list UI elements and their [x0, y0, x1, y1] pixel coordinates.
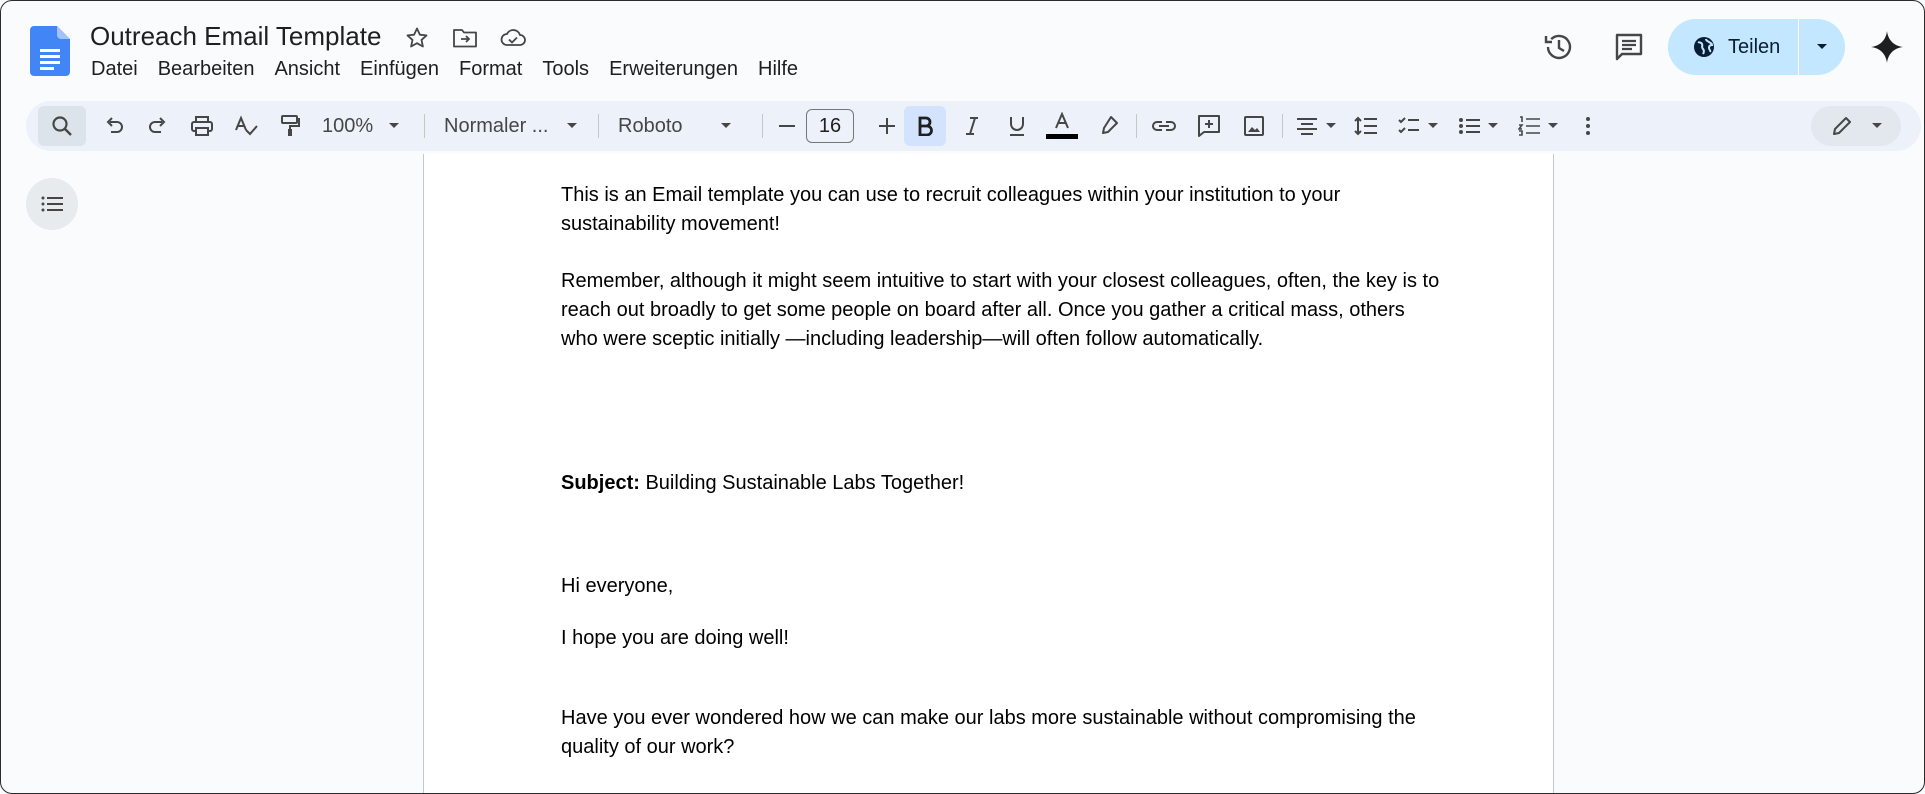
menu-einfuegen[interactable]: Einfügen: [360, 58, 440, 80]
insert-image-icon[interactable]: [1236, 106, 1272, 146]
toolbar-separator: [424, 114, 425, 138]
toolbar-separator: [598, 114, 599, 138]
cloud-saved-icon[interactable]: [498, 23, 528, 53]
text-color-icon[interactable]: [1042, 106, 1082, 146]
bulleted-list-icon: [1458, 117, 1480, 135]
paragraph-question: Have you ever wondered how we can make our labs more sustainable without compromising the quality of our work?: [561, 707, 1416, 758]
caret-down-icon: [1326, 123, 1336, 129]
line-spacing-icon[interactable]: [1348, 106, 1384, 146]
share-button[interactable]: [1668, 19, 1798, 75]
docs-logo-icon[interactable]: [30, 26, 70, 76]
checklist-select[interactable]: [1394, 106, 1442, 146]
align-center-icon: [1296, 117, 1318, 135]
share-dropdown-button[interactable]: [1799, 19, 1845, 75]
undo-icon[interactable]: [96, 106, 132, 146]
pencil-icon: [1831, 115, 1853, 137]
subject-label: Subject:: [561, 472, 640, 494]
subject-text: Building Sustainable Labs Together!: [639, 472, 965, 494]
caret-down-icon: [720, 122, 732, 130]
share-button-group: [1668, 19, 1845, 75]
version-history-icon[interactable]: [1535, 23, 1583, 71]
bold-icon[interactable]: [904, 106, 946, 146]
menu-tools[interactable]: Tools: [542, 58, 590, 80]
document-title[interactable]: Outreach Email Template: [90, 21, 382, 51]
zoom-value: 100%: [322, 114, 374, 137]
caret-down-icon: [566, 122, 578, 130]
toolbar-separator: [762, 114, 763, 138]
menu-bar: [81, 56, 808, 83]
caret-down-icon: [388, 122, 400, 130]
caret-down-icon: [1428, 123, 1438, 129]
menu-bearbeiten[interactable]: Bearbeiten: [157, 58, 255, 80]
add-comment-icon[interactable]: [1191, 106, 1227, 146]
menu-hilfe[interactable]: Hilfe: [758, 58, 799, 80]
style-value: Normaler ...: [444, 114, 549, 137]
caret-down-icon: [1548, 123, 1558, 129]
caret-down-icon: [1872, 123, 1882, 129]
font-select[interactable]: [610, 106, 740, 146]
caret-down-icon: [1815, 42, 1829, 52]
toolbar-separator: [1136, 114, 1137, 138]
toolbar: [26, 101, 1921, 151]
font-size-input[interactable]: 16: [806, 109, 854, 143]
insert-link-icon[interactable]: [1146, 106, 1182, 146]
underline-icon[interactable]: [999, 106, 1035, 146]
gemini-icon[interactable]: [1863, 23, 1911, 71]
globe-icon: [1692, 35, 1716, 59]
search-menus-icon[interactable]: [38, 106, 86, 146]
redo-icon[interactable]: [140, 106, 176, 146]
highlight-color-icon[interactable]: [1090, 106, 1126, 146]
decrease-font-size-icon[interactable]: [771, 106, 803, 146]
menu-erweiterungen[interactable]: Erweiterungen: [609, 58, 739, 80]
menu-datei[interactable]: Datei: [91, 58, 138, 80]
zoom-select[interactable]: [316, 106, 406, 146]
paragraph-intro: This is an Email template you can use to recruit colleagues within your institution to your sustainability movement!: [561, 184, 1341, 235]
increase-font-size-icon[interactable]: [871, 106, 903, 146]
move-folder-icon[interactable]: [450, 23, 480, 53]
checklist-icon: [1398, 116, 1420, 136]
numbered-list-select[interactable]: [1514, 106, 1562, 146]
numbered-list-icon: [1518, 116, 1540, 136]
print-icon[interactable]: [184, 106, 220, 146]
toolbar-separator: [1282, 114, 1283, 138]
editing-mode-select[interactable]: [1811, 106, 1901, 146]
paint-format-icon[interactable]: [272, 106, 308, 146]
paragraph-hope: I hope you are doing well!: [561, 627, 789, 649]
align-select[interactable]: [1292, 106, 1340, 146]
italic-icon[interactable]: [954, 106, 990, 146]
paragraph-subject: [561, 469, 964, 498]
caret-down-icon: [1488, 123, 1498, 129]
menu-ansicht[interactable]: Ansicht: [274, 58, 341, 80]
comments-icon[interactable]: [1605, 23, 1653, 71]
document-outline-icon[interactable]: [26, 178, 78, 230]
bulleted-list-select[interactable]: [1454, 106, 1502, 146]
style-select[interactable]: [436, 106, 586, 146]
more-options-icon[interactable]: [1574, 106, 1602, 146]
paragraph-reminder: Remember, although it might seem intuitive to start with your closest colleagues, often, the key is to reach out broadly to get some people on board after all. Once you gather a critical mass, others who were sceptic initially —including leadership—will often follow automatically.: [561, 270, 1440, 350]
header: [1, 1, 1924, 99]
menu-format[interactable]: Format: [459, 58, 523, 80]
spellcheck-icon[interactable]: [228, 106, 264, 146]
paragraph-greeting: Hi everyone,: [561, 575, 674, 597]
share-label: Teilen: [1728, 35, 1781, 58]
document-page[interactable]: [423, 154, 1554, 794]
star-icon[interactable]: [402, 23, 432, 53]
title-actions: [402, 23, 528, 53]
font-value: Roboto: [618, 114, 683, 137]
